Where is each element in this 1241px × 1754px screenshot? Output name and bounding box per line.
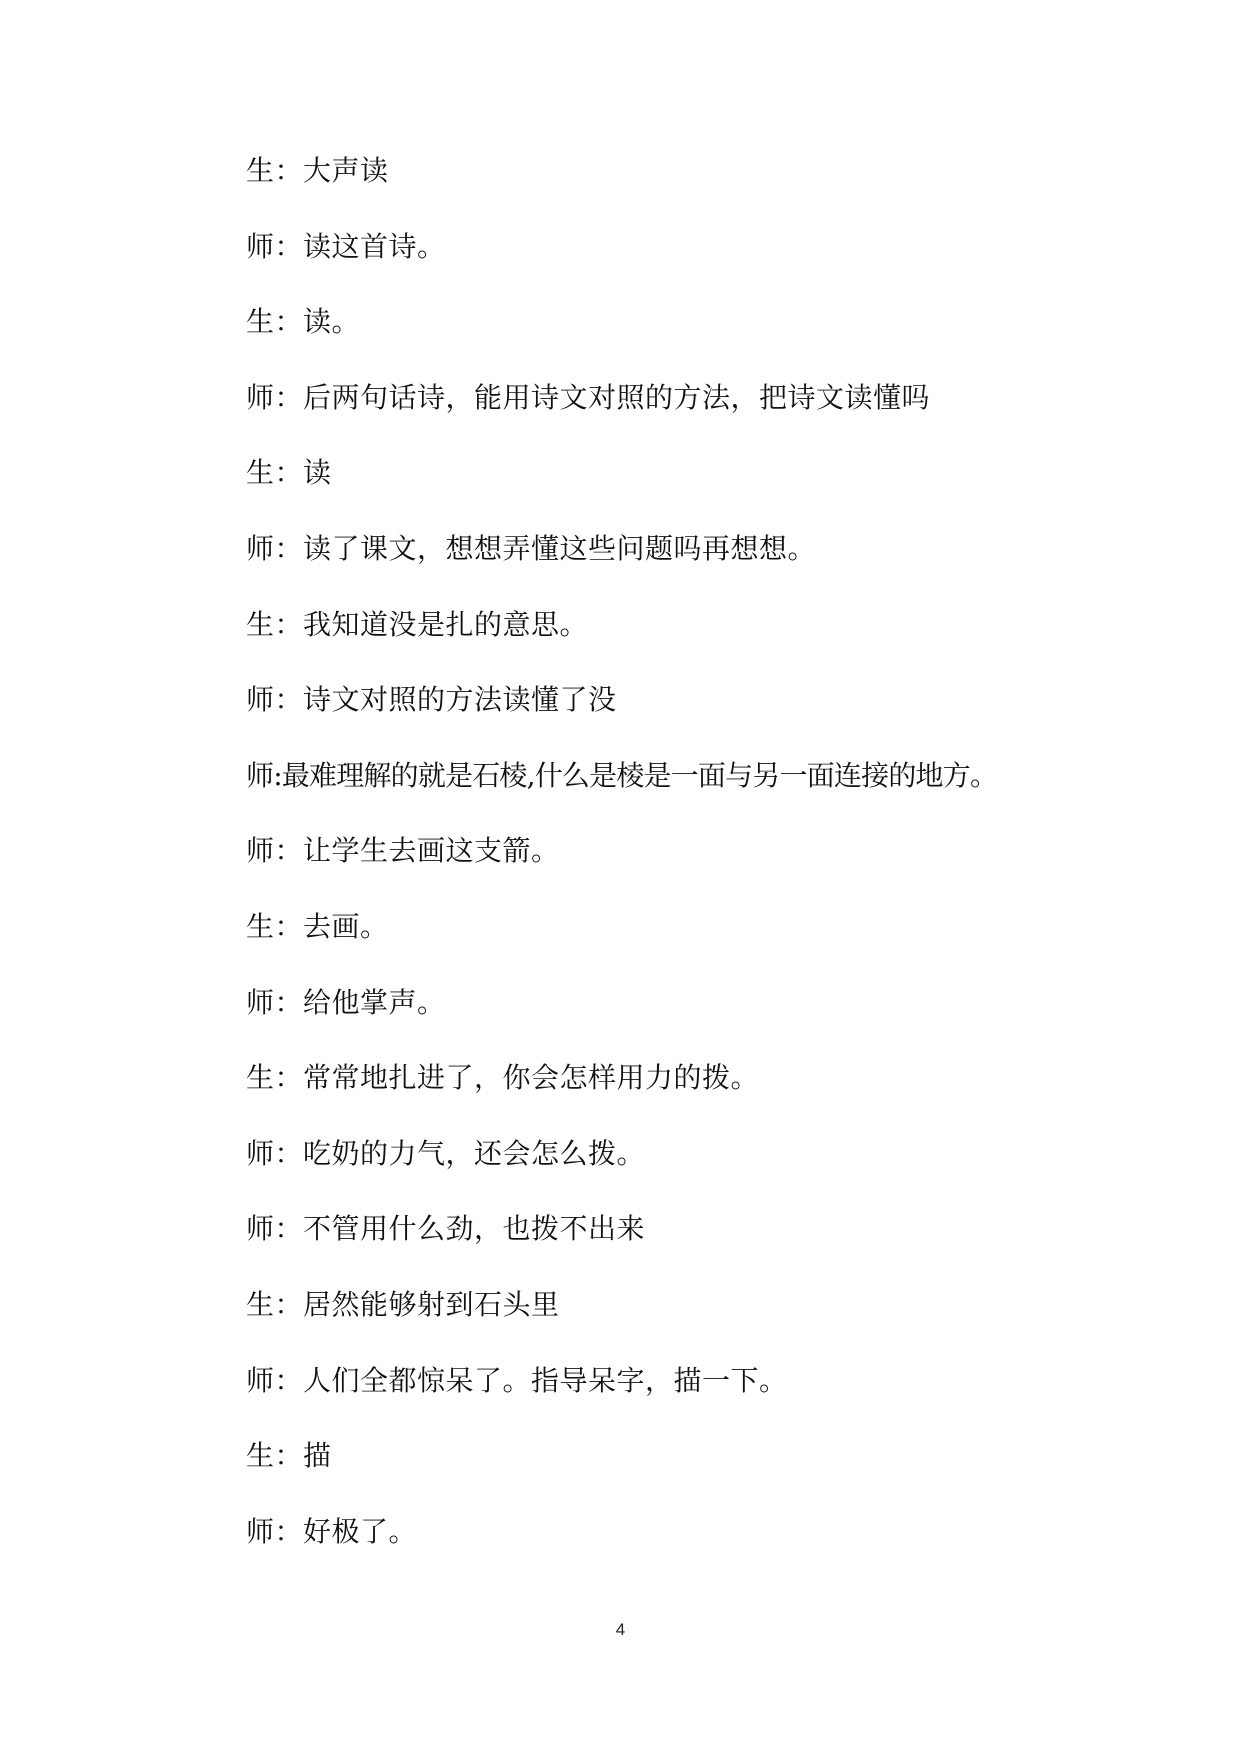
dialogue-line: 师：读这首诗。	[246, 229, 446, 263]
dialogue-line: 生：居然能够射到石头里	[246, 1287, 560, 1321]
dialogue-line: 生：我知道没是扎的意思。	[246, 607, 589, 641]
dialogue-line: 师：后两句话诗，能用诗文对照的方法，把诗文读懂吗	[246, 380, 931, 414]
dialogue-line: 师：诗文对照的方法读懂了没	[246, 683, 617, 717]
dialogue-line: 生：去画。	[246, 909, 389, 943]
dialogue-line: 师：读了课文，想想弄懂这些问题吗再想想。	[246, 531, 817, 565]
dialogue-lines	[246, 146, 1146, 1582]
dialogue-line: 生：常常地扎进了，你会怎样用力的拨。	[246, 1061, 760, 1095]
dialogue-line: 生：描	[246, 1439, 332, 1473]
dialogue-line: 生：大声读	[246, 154, 389, 187]
dialogue-line: 生：读	[246, 456, 332, 490]
dialogue-line: 生：读。	[246, 305, 361, 339]
dialogue-line: 师：给他掌声。	[246, 985, 446, 1019]
dialogue-line: 师：吃奶的力气，还会怎么拨。	[246, 1136, 646, 1170]
dialogue-line: 师：让学生去画这支箭。	[246, 834, 560, 868]
page-number: 4	[615, 1620, 626, 1639]
dialogue-line: 师：不管用什么劲，也拨不出来	[246, 1212, 646, 1246]
dialogue-line: 师：好极了。	[246, 1514, 418, 1548]
dialogue-line: 师：人们全都惊呆了。指导呆字，描一下。	[246, 1363, 788, 1397]
dialogue-line: 师:最难理解的就是石棱,什么是棱是一面与另一面连接的地方。	[246, 758, 998, 792]
